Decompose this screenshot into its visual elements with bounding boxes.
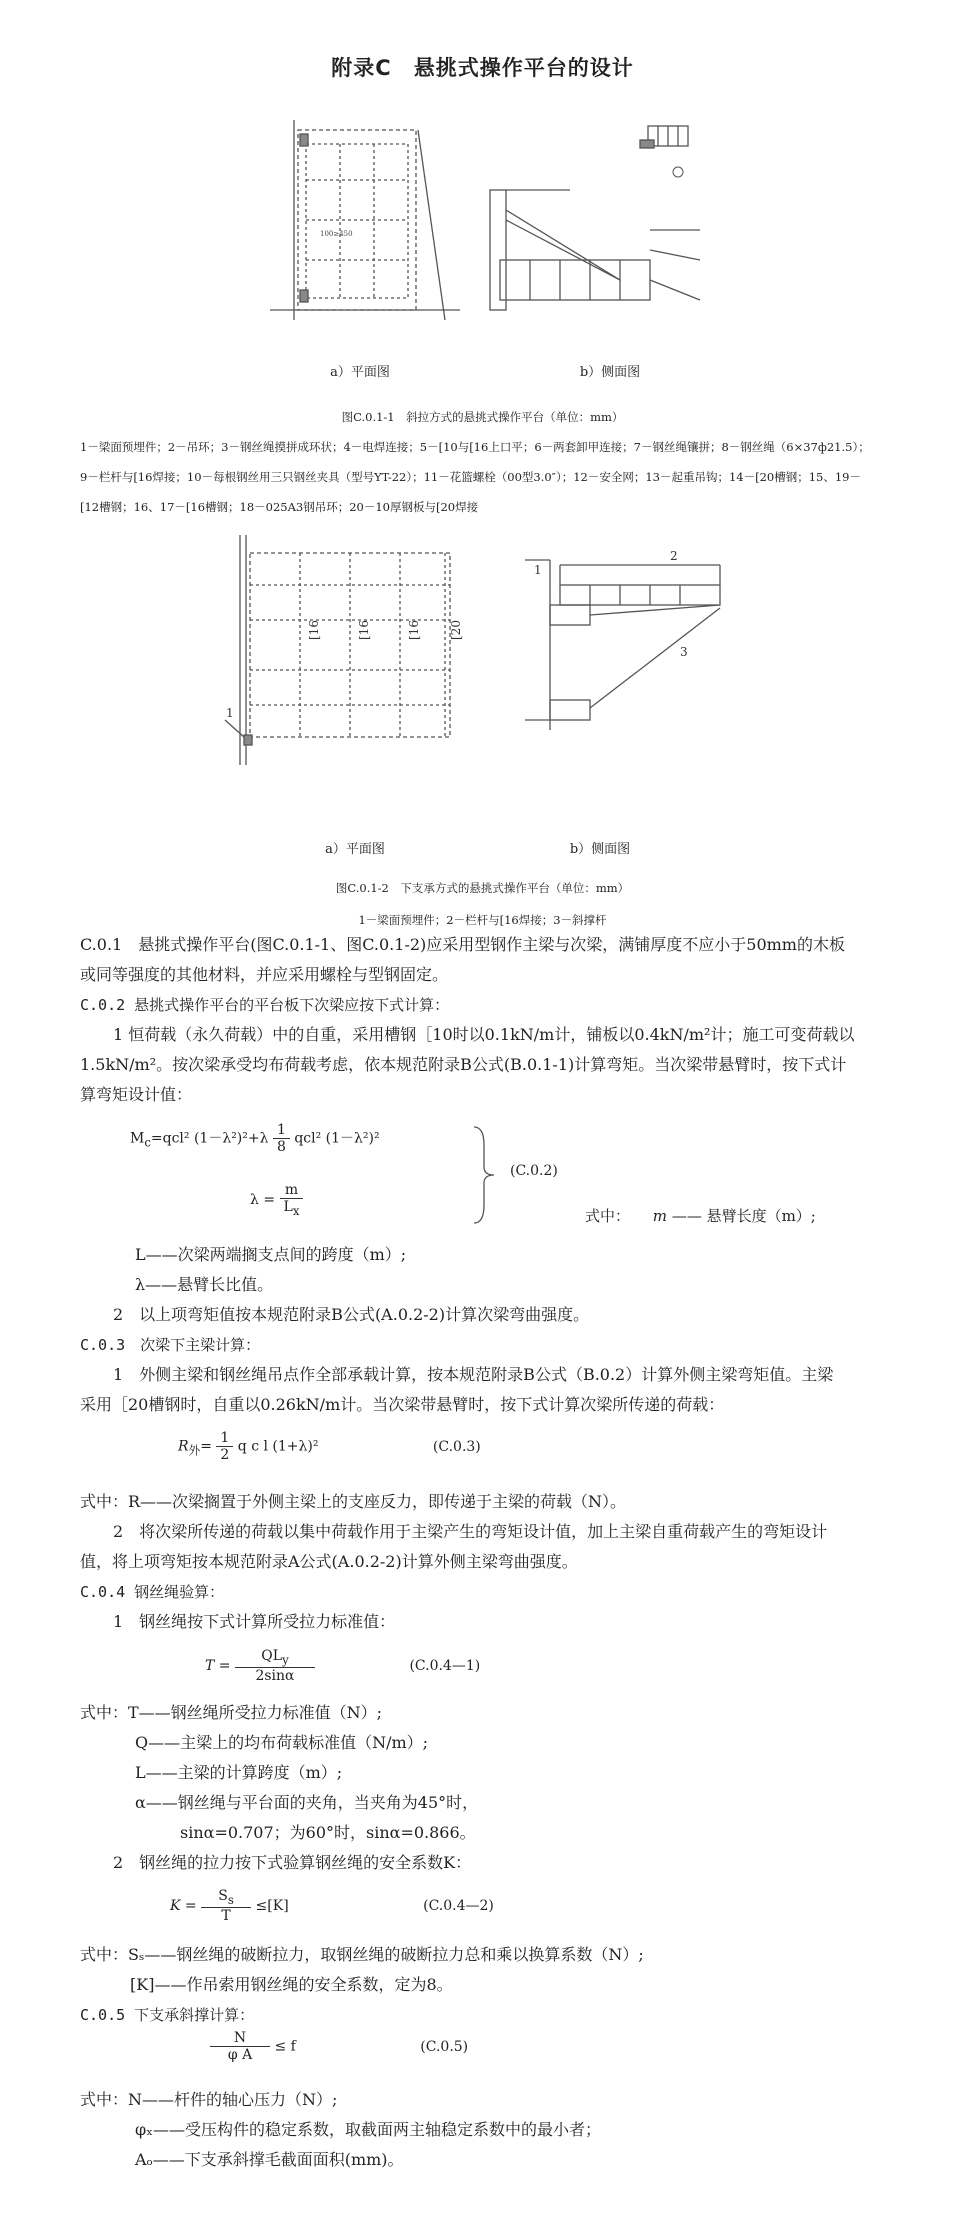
- section-c04-defs: [80, 1698, 885, 1878]
- definition-line: 式中：R——次梁搁置于外侧主梁上的支座反力，即传递于主梁的荷载（N）。: [80, 1492, 627, 1511]
- figure-c012-side-callout: 3: [680, 645, 688, 659]
- definition-line: φₓ——受压构件的稳定系数，取截面两主轴稳定系数中的最小者；: [135, 2120, 601, 2139]
- figure-c012-caption-a: a）平面图: [325, 842, 385, 857]
- section-c01: [80, 930, 885, 1110]
- definition-line: α——钢丝绳与平台面的夹角，当夹角为45°时，: [135, 1793, 479, 1812]
- section-c05-defs: [80, 2085, 885, 2175]
- figure-c012-legend: 1－梁面预埋件；2－栏杆与[16焊接；3－斜撑杆: [358, 913, 607, 927]
- formula-c03: $R_外=$ $\frac{1}{2}$ q c l (1+λ)² (C.0.3): [178, 1430, 481, 1463]
- figure-c011-caption-b: b）侧面图: [579, 365, 641, 380]
- text-line: 2 将次梁所传递的荷载以集中荷载作用于主梁产生的弯矩设计值，加上主梁自重荷载产生的弯矩设计: [113, 1522, 828, 1541]
- section-heading: C.0.3 次梁下主梁计算：: [80, 1336, 261, 1354]
- figure-c011-caption-a: a）平面图: [330, 365, 390, 380]
- definition-line: L——主梁的计算跨度（m）;: [135, 1763, 343, 1782]
- text-line: 1 外侧主梁和钢丝绳吊点作全部承载计算，按本规范附录B公式（B.0.2）计算外侧主梁弯矩值。主梁: [113, 1365, 834, 1384]
- text-line: 1.5kN/m²。按次梁承受均布荷载考虑，依本规范附录B公式(B.0.1-1)计算弯矩。当次梁带悬臂时，按下式计: [80, 1055, 847, 1074]
- figure-c012-beam-label: [16: [357, 620, 371, 640]
- formula-c02-moment: $M_c=qcl^2$ (1－λ²)²+λ $\frac{1}{8}$ qcl² (1－λ²)²: [130, 1122, 380, 1155]
- formula-c04-2: K = $\frac{S_s}{T}$ ≤[K] (C.0.4—2): [170, 1888, 494, 1924]
- figure-c011-legend: [80, 432, 885, 522]
- formula-c02-lambda: λ = $\frac{m}{L_x}$: [250, 1182, 303, 1218]
- text-line: 2 以上项弯矩值按本规范附录B公式(A.0.2-2)计算次梁弯曲强度。: [113, 1305, 590, 1324]
- figure-c011-title: 图C.0.1-1 斜拉方式的悬挑式操作平台（单位：mm）: [341, 410, 624, 424]
- section-c02-defs: [80, 1240, 885, 1420]
- text-line: 1 恒荷载（永久荷载）中的自重，采用槽钢［10时以0.1kN/m计，铺板以0.4kN/m²计；施工可变荷载以: [113, 1025, 855, 1044]
- legend-line: 1－梁面预埋件；2－吊环；3－钢丝绳摸拼成环状；4－电焊连接；5－[10与[16上口平；6－两套卸甲连接；7－钢丝绳镶拼；8－钢丝绳（6×37ф21.5）；: [80, 440, 870, 454]
- formula-c05: $\frac{N}{\text{φ A}}$ ≤ f (C.0.5): [210, 2030, 468, 2063]
- section-heading: C.0.5 下支承斜撑计算：: [80, 2006, 255, 2024]
- formula-c02-number: (C.0.2): [510, 1163, 558, 1179]
- definition-line: 式中：T——钢丝绳所受拉力标准值（N）;: [80, 1703, 383, 1722]
- figure-c012-beam-label: [16: [307, 620, 321, 640]
- definition-line: 式中：Sₛ——钢丝绳的破断拉力，取钢丝绳的破断拉力总和乘以换算系数（N）;: [80, 1945, 644, 1964]
- text-line: 或同等强度的其他材料，并应采用螺栓与型钢固定。: [80, 965, 449, 984]
- figure-c011-dimension-label: 100≥450: [320, 230, 353, 238]
- definition-line: [K]——作吊索用钢丝绳的安全系数，定为8。: [130, 1975, 453, 1994]
- formula-c04-1: T = $\frac{QL_y}{2\sin\alpha}$ (C.0.4—1): [205, 1648, 481, 1684]
- page-title: 附录C 悬挑式操作平台的设计: [331, 56, 634, 80]
- definition-line: Q——主梁上的均布荷载标准值（N/m）;: [135, 1733, 429, 1752]
- legend-line: 9－栏杆与[16焊接；10－每根钢丝用三只钢丝夹具（型号YT-22）；11－花篮螺栓（00型3.0″）；12－安全网；13－起重吊钩；14－[20槽钢；15、19－: [80, 470, 861, 484]
- section-c03-rest: [80, 1487, 885, 1637]
- definition-line: L——次梁两端搁支点间的跨度（m）;: [135, 1245, 407, 1264]
- figure-c011-detail: [620, 110, 700, 190]
- text-line: 值，将上项弯矩按本规范附录A公式(A.0.2-2)计算外侧主梁弯曲强度。: [80, 1552, 578, 1571]
- figure-c011-plan: [270, 110, 470, 350]
- text-line: 2 钢丝绳的拉力按下式验算钢丝绳的安全系数K：: [113, 1853, 472, 1872]
- text-line: 采用［20槽钢时，自重以0.26kN/m计。当次梁带悬臂时，按下式计算次梁所传递的荷载：: [80, 1395, 725, 1414]
- section-heading: C.0.4 钢丝绳验算：: [80, 1583, 225, 1601]
- text-line: 1 钢丝绳按下式计算所受拉力标准值：: [113, 1612, 396, 1631]
- definition-line: sinα=0.707；为60°时，sinα=0.866。: [180, 1823, 476, 1842]
- formula-c02-where: 式中： m —— 悬臂长度（m）;: [585, 1207, 816, 1225]
- text-line: 算弯矩设计值：: [80, 1085, 193, 1104]
- formula-brace: [470, 1125, 500, 1225]
- figure-c012-side-callout: 2: [670, 549, 678, 563]
- figure-c012-side: [520, 530, 740, 730]
- figure-c012-caption-b: b）侧面图: [569, 842, 631, 857]
- section-heading: C.0.2 悬挑式操作平台的平台板下次梁应按下式计算：: [80, 996, 450, 1014]
- definition-line: 式中：N——杆件的轴心压力（N）;: [80, 2090, 338, 2109]
- definition-line: Aₒ——下支承斜撑毛截面面积(mm)。: [135, 2150, 404, 2169]
- figure-c012-plan: [220, 525, 463, 775]
- figure-c012-side-callout: 1: [534, 563, 542, 577]
- definition-line: λ——悬臂长比值。: [135, 1275, 274, 1294]
- legend-line: [12槽钢；16、17－[16槽钢；18－025A3钢吊环；20－10厚钢板与[20焊接: [80, 500, 479, 514]
- figure-c012-plan-callout: 1: [226, 706, 234, 720]
- text-line: C.0.1 悬挑式操作平台(图C.0.1-1、图C.0.1-2)应采用型钢作主梁与次梁，满铺厚度不应小于50mm的木板: [80, 935, 845, 954]
- section-c04-defs2: [80, 1940, 885, 2030]
- figure-c012-beam-label: [20: [449, 620, 463, 640]
- figure-c012-title: 图C.0.1-2 下支承方式的悬挑式操作平台（单位：mm）: [335, 881, 630, 895]
- figure-c012-beam-label: [16: [407, 620, 421, 640]
